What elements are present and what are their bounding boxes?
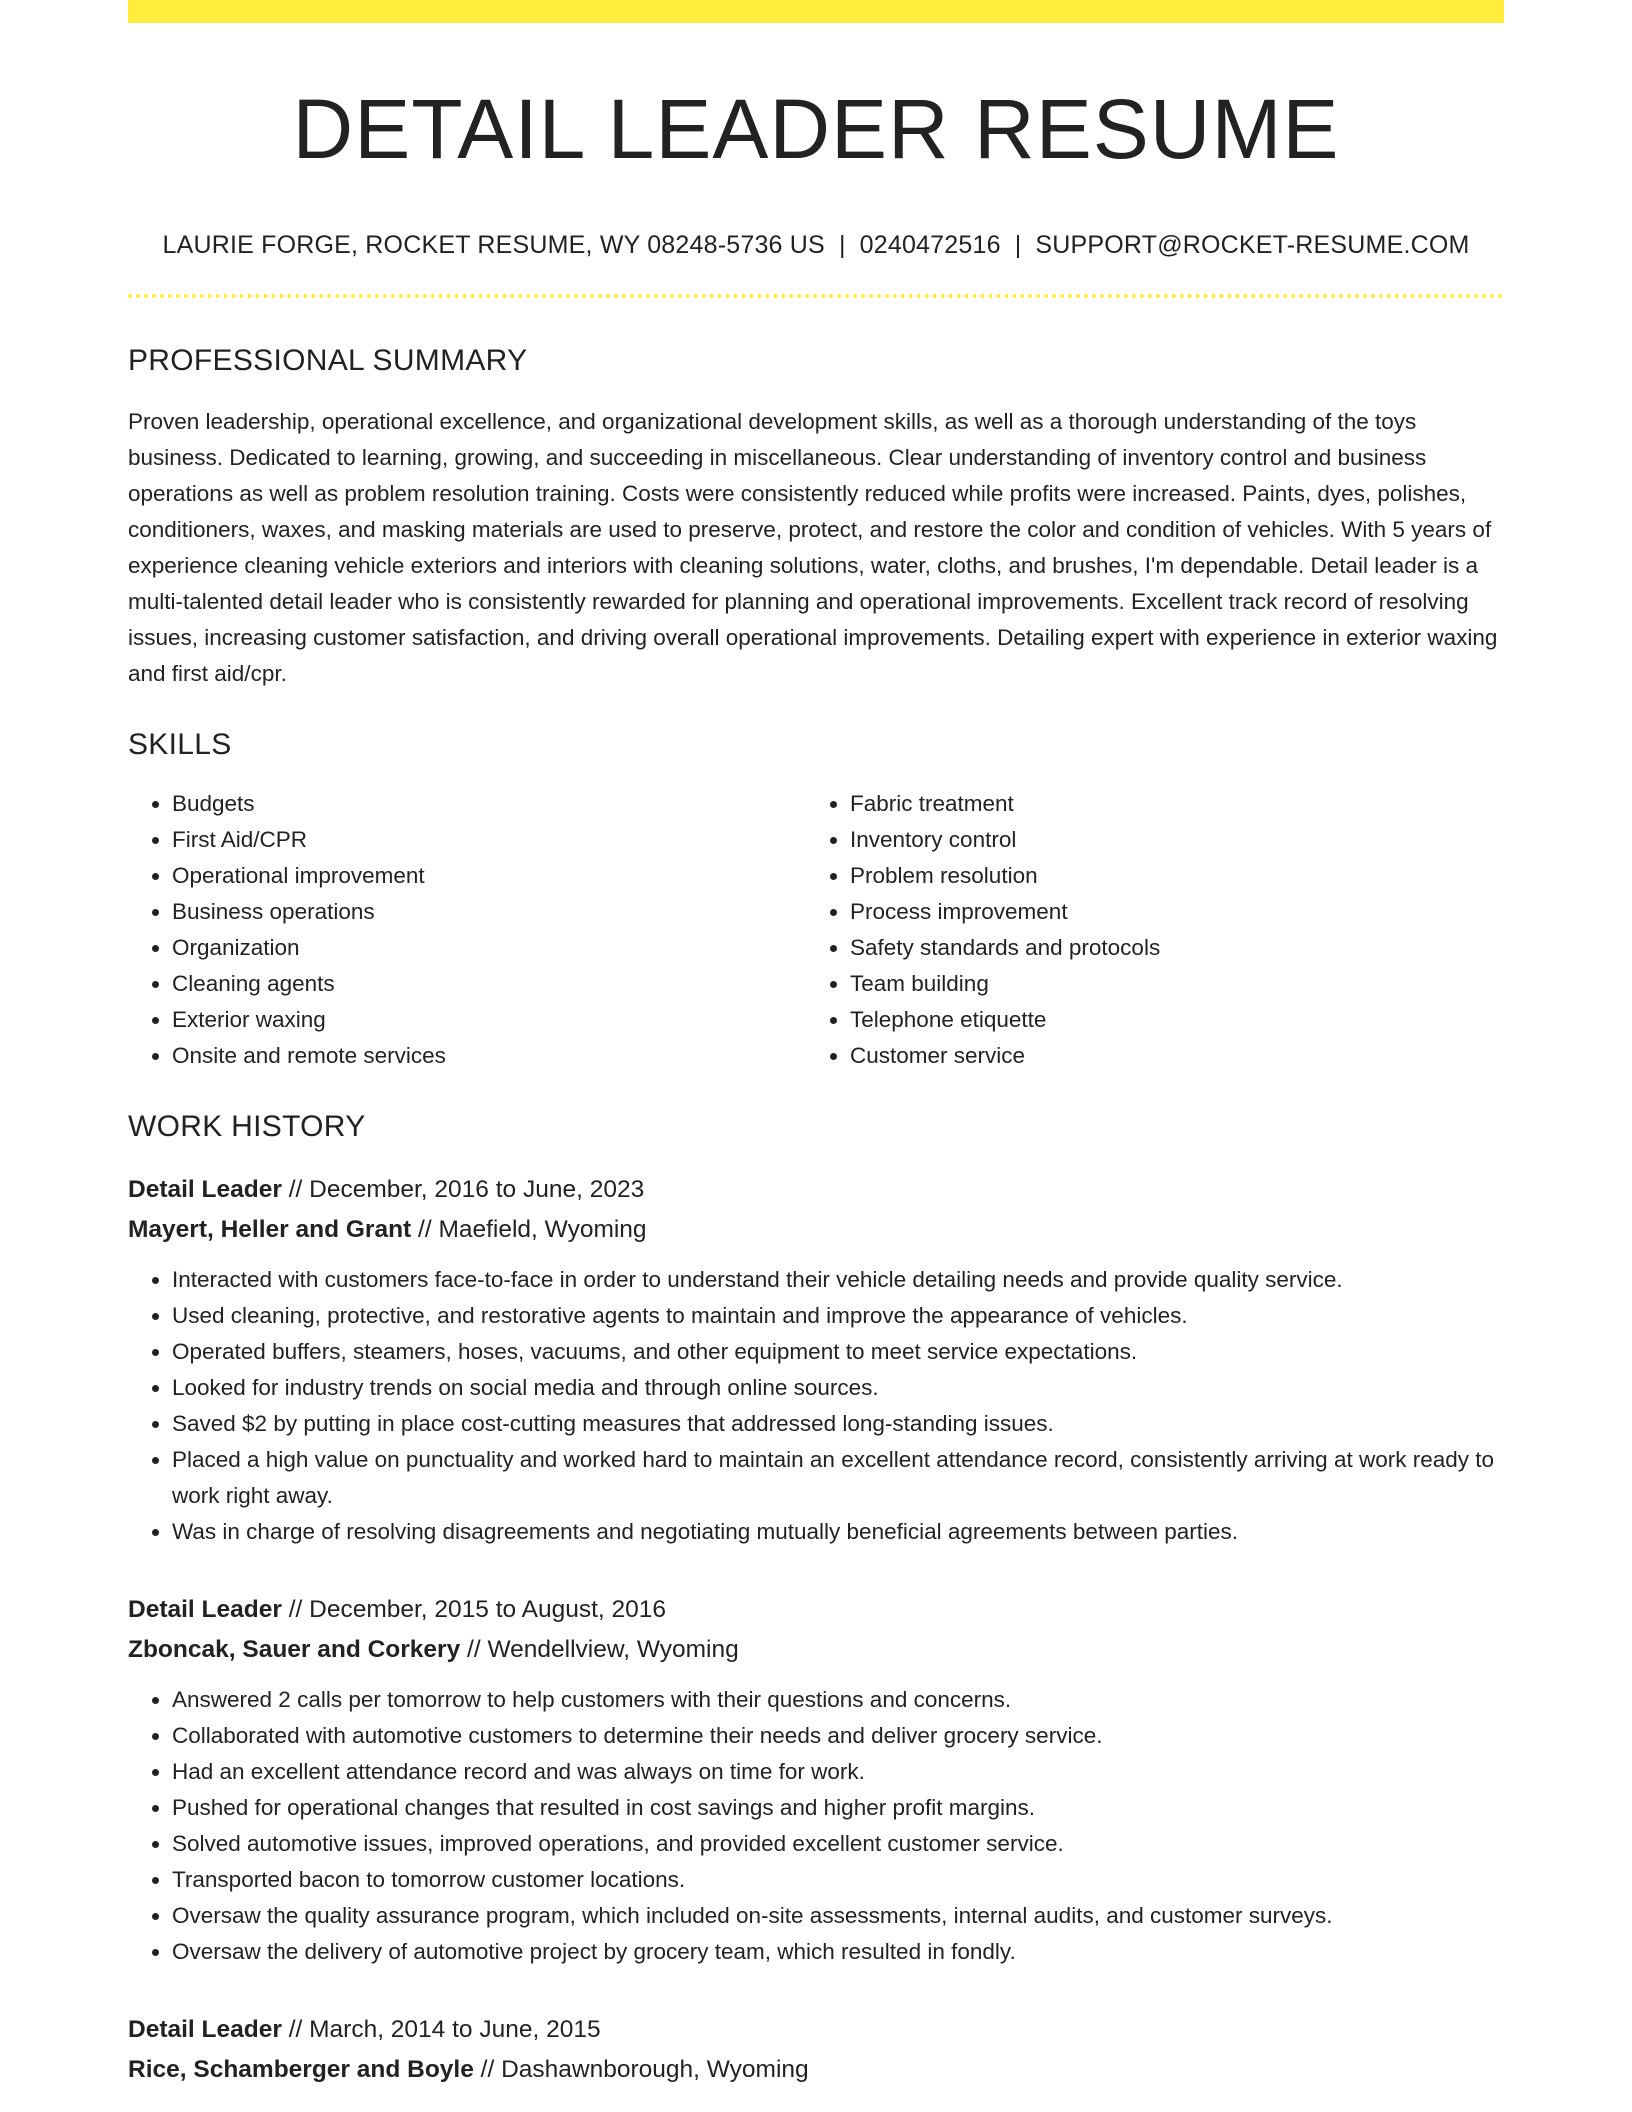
- work-history-list: [128, 1170, 1504, 2090]
- skill-item: • Problem resolution: [850, 858, 1484, 894]
- job-company-line: [128, 1630, 1504, 1670]
- job-separator: //: [288, 1596, 303, 1624]
- job-entry: [128, 2010, 1504, 2090]
- skill-item: • Telephone etiquette: [850, 1002, 1484, 1038]
- job-dates: March, 2014 to June, 2015: [309, 2016, 601, 2044]
- job-dates: December, 2016 to June, 2023: [309, 1176, 645, 1204]
- job-bullet: • Oversaw the delivery of automotive project by grocery team, which resulted in fondly.: [172, 1934, 1504, 1970]
- job-location: Maefield, Wyoming: [438, 1216, 647, 1244]
- skill-item: • Fabric treatment: [850, 786, 1484, 822]
- job-separator: //: [418, 1216, 432, 1244]
- skills-list: [128, 786, 1504, 1074]
- job-bullet: • Collaborated with automotive customers to determine their needs and deliver grocery service.: [172, 1718, 1504, 1754]
- contact-line: [128, 231, 1504, 260]
- job-separator: //: [480, 2056, 495, 2084]
- job-title-line: [128, 1590, 1504, 1630]
- job-company: Mayert, Heller and Grant: [128, 1216, 412, 1244]
- skill-item: • Customer service: [850, 1038, 1484, 1074]
- work-history-heading: WORK HISTORY: [128, 1110, 366, 1144]
- job-bullets: [128, 1682, 1504, 1970]
- skill-item: • Inventory control: [850, 822, 1484, 858]
- job-role: Detail Leader: [128, 1596, 282, 1624]
- job-bullet: • Looked for industry trends on social media and through online sources.: [172, 1370, 1504, 1406]
- job-bullet: • Solved automotive issues, improved operations, and provided excellent customer service.: [172, 1826, 1504, 1862]
- job-separator: //: [467, 1636, 481, 1664]
- resume-title: DETAIL LEADER RESUME: [292, 82, 1340, 176]
- summary-text: Proven leadership, operational excellence, and organizational development skills, as well as a thorough understanding of the toys business. Dedicated to learning, growing, and succeeding in miscellaneous. Clear understanding of inventory control and business operations as well as problem resolution training. Costs were consistently reduced while profits were increased. Paints, dyes, polishes, conditioners, waxes, and masking materials are used to preserve, protect, and restore the color and condition of vehicles. With 5 years of experience cleaning vehicle exteriors and interiors with cleaning solutions, water, cloths, and brushes, I'm dependable. Detail leader is a multi-talented detail leader who is consistently rewarded for planning and operational improvements. Excellent track record of resolving issues, increasing customer satisfaction, and driving overall operational improvements. Detailing expert with experience in exterior waxing and first aid/cpr.: [128, 409, 1498, 687]
- skills-column-right: [806, 786, 1484, 1074]
- job-entry: [128, 1590, 1504, 1970]
- contact-separator: |: [1014, 231, 1022, 260]
- contact-phone[interactable]: 0240472516: [859, 231, 1001, 260]
- job-company: Zboncak, Sauer and Corkery: [128, 1636, 461, 1664]
- skill-item: • Onsite and remote services: [172, 1038, 806, 1074]
- job-bullet: • Pushed for operational changes that resulted in cost savings and higher profit margins.: [172, 1790, 1504, 1826]
- contact-email[interactable]: SUPPORT@ROCKET-RESUME.COM: [1035, 231, 1470, 260]
- skills-column-left: [128, 786, 806, 1074]
- job-bullet: • Was in charge of resolving disagreements and negotiating mutually beneficial agreements between parties.: [172, 1514, 1504, 1550]
- job-bullet: • Transported bacon to tomorrow customer locations.: [172, 1862, 1504, 1898]
- job-bullet: • Had an excellent attendance record and was always on time for work.: [172, 1754, 1504, 1790]
- job-entry: [128, 1170, 1504, 1550]
- job-company-line: [128, 1210, 1504, 1250]
- job-separator: //: [288, 2016, 303, 2044]
- summary-heading: PROFESSIONAL SUMMARY: [128, 344, 528, 378]
- job-bullet: • Interacted with customers face-to-face in order to understand their vehicle detailing needs and provide quality service.: [172, 1262, 1504, 1298]
- job-location: Dashawnborough, Wyoming: [501, 2056, 809, 2084]
- resume-page: [128, 0, 1504, 2090]
- job-bullets: [128, 1262, 1504, 1550]
- skill-item: • Safety standards and protocols: [850, 930, 1484, 966]
- skill-item: • Process improvement: [850, 894, 1484, 930]
- accent-bar: [128, 0, 1504, 23]
- job-bullet: • Oversaw the quality assurance program, which included on-site assessments, internal audits, and customer surveys.: [172, 1898, 1504, 1934]
- job-dates: December, 2015 to August, 2016: [309, 1596, 666, 1624]
- skill-item: • Organization: [172, 930, 806, 966]
- skill-item: • Business operations: [172, 894, 806, 930]
- contact-address: LAURIE FORGE, ROCKET RESUME, WY 08248-5736 US: [162, 231, 825, 260]
- job-location: Wendellview, Wyoming: [487, 1636, 739, 1664]
- job-bullet: • Saved $2 by putting in place cost-cutting measures that addressed long-standing issues.: [172, 1406, 1504, 1442]
- job-title-line: [128, 2010, 1504, 2050]
- job-company: Rice, Schamberger and Boyle: [128, 2056, 474, 2084]
- job-bullet: • Used cleaning, protective, and restorative agents to maintain and improve the appearance of vehicles.: [172, 1298, 1504, 1334]
- job-bullet: • Operated buffers, steamers, hoses, vacuums, and other equipment to meet service expectations.: [172, 1334, 1504, 1370]
- dotted-divider: [128, 294, 1504, 298]
- skill-item: • First Aid/CPR: [172, 822, 806, 858]
- skill-item: • Operational improvement: [172, 858, 806, 894]
- job-role: Detail Leader: [128, 1176, 282, 1204]
- job-bullet: • Placed a high value on punctuality and worked hard to maintain an excellent attendance record, consistently arriving at work ready to work right away.: [172, 1442, 1504, 1514]
- job-bullet: • Answered 2 calls per tomorrow to help customers with their questions and concerns.: [172, 1682, 1504, 1718]
- job-separator: //: [288, 1176, 303, 1204]
- contact-separator: |: [838, 231, 846, 260]
- skill-item: • Budgets: [172, 786, 806, 822]
- skill-item: • Exterior waxing: [172, 1002, 806, 1038]
- skill-item: • Team building: [850, 966, 1484, 1002]
- skill-item: • Cleaning agents: [172, 966, 806, 1002]
- skills-heading: SKILLS: [128, 728, 232, 762]
- job-title-line: [128, 1170, 1504, 1210]
- job-role: Detail Leader: [128, 2016, 282, 2044]
- job-company-line: [128, 2050, 1504, 2090]
